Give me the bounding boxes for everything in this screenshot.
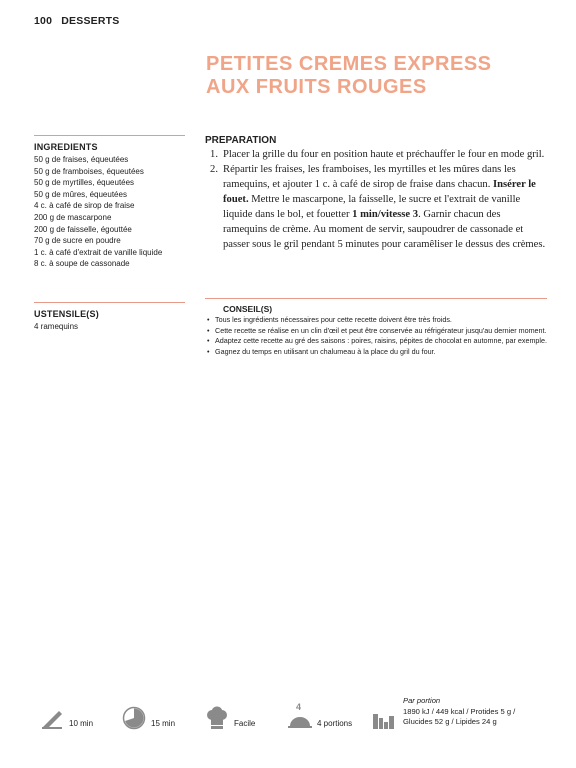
section-name: DESSERTS — [61, 15, 120, 27]
difficulty-info — [205, 706, 255, 730]
step-speed-setting: 1 min/vitesse 3 — [352, 209, 419, 220]
page-header — [34, 15, 125, 27]
utensils-heading: USTENSILE(S) — [34, 309, 99, 319]
step-text-part: Répartir les fraises, les framboises, les myrtilles et les mûres dans les ramequins, et ajouter 1 c. à café de sirop de fraise dans chacun. — [223, 164, 516, 190]
difficulty: Facile — [234, 719, 256, 728]
ingredient-item: 50 g de myrtilles, équeutées — [34, 178, 135, 188]
prep-time: 10 min — [69, 719, 94, 728]
bar-chart-icon — [372, 706, 396, 730]
ingredients-heading: INGREDIENTS — [34, 142, 98, 152]
knife-icon — [40, 706, 64, 730]
recipe-footer — [0, 696, 576, 736]
recipe-title-line-2: AUX FRUITS ROUGES — [206, 76, 427, 98]
total-time-info — [122, 706, 175, 730]
step-number: 1. — [210, 149, 218, 160]
preparation-section — [205, 133, 547, 252]
step-text — [223, 162, 547, 252]
nutrition-line-2: Glucides 52 g / Lipides 24 g — [403, 717, 497, 726]
bullet: • — [207, 315, 210, 324]
nutrition-info — [403, 696, 515, 728]
portions-info — [288, 702, 352, 730]
clock-icon — [122, 706, 146, 730]
tip-item — [205, 347, 547, 358]
step-text: Placer la grille du four en position haute et préchauffer le four en mode gril. — [223, 149, 545, 160]
prep-time-info — [40, 706, 93, 730]
nutrition-line-1: 1890 kJ / 449 kcal / Protides 5 g / — [403, 706, 516, 716]
tips-rule — [205, 298, 547, 299]
bullet: • — [207, 325, 210, 335]
utensil-item: 4 ramequins — [34, 322, 79, 331]
tip-text: Gagnez du temps en utilisant un chalumeau à la place du gril du four. — [215, 346, 436, 356]
bullet: • — [207, 346, 210, 356]
tip-text: Adaptez cette recette au gré des saisons : poires, raisins, pépites de chocolat en automne, par exemple. — [215, 336, 548, 346]
ingredients-rule — [34, 135, 185, 136]
tip-item — [205, 326, 547, 337]
step-text-part: Mettre le mascarpone, la faisselle, le sucre et l'extrait de vanille liquide dans le bol, et fouetter — [223, 194, 521, 220]
utensils-section — [34, 302, 185, 333]
ingredients-section — [34, 135, 185, 270]
serving-dish-icon — [288, 702, 312, 730]
chef-hat-icon — [205, 706, 229, 730]
preparation-steps — [205, 147, 547, 252]
ingredients-list — [34, 154, 185, 270]
utensils-list — [34, 321, 185, 333]
per-portion-label: Par portion — [403, 696, 441, 705]
portions: 4 portions — [317, 719, 353, 728]
step-bold-instruction: Insérer le fouet. — [223, 179, 536, 205]
ingredient-item: 200 g de mascarpone — [34, 212, 112, 222]
total-time: 15 min — [151, 719, 176, 728]
ingredient-item: 50 g de mûres, équeutées — [34, 189, 127, 199]
bullet: • — [207, 336, 210, 346]
nutrition-chart-info — [372, 706, 396, 730]
page-number: 100 — [34, 15, 53, 27]
step-number: 2. — [210, 164, 218, 175]
tips-heading: CONSEIL(S) — [223, 304, 273, 314]
tip-text: Tous les ingrédients nécessaires pour cette recette doivent être très froids. — [215, 315, 452, 324]
preparation-heading: PREPARATION — [205, 135, 277, 146]
recipe-title — [206, 53, 546, 99]
ingredient-item: 50 g de fraises, équeutées — [34, 155, 129, 164]
tips-section — [205, 298, 547, 357]
ingredient-item: 200 g de faisselle, égouttée — [34, 224, 132, 234]
serving-dish-number: 4 — [296, 702, 302, 712]
ingredient-item: 50 g de framboises, équeutées — [34, 166, 144, 176]
tip-item — [205, 336, 547, 347]
tips-list — [205, 315, 547, 357]
step-text-part: . Garnir chacun des ramequins de crème. Au moment de servir, saupoudrer de cassonade et passer sous le gril pendant 5 minutes pour caramêliser le dessus des crèmes. — [223, 209, 546, 250]
tip-text: Cette recette se réalise en un clin d'œil et peut être conservée au réfrigérateur jusqu'au dernier moment. — [215, 325, 547, 335]
ingredient-item: 4 c. à café de sirop de fraise — [34, 201, 135, 211]
tip-item — [205, 315, 547, 326]
preparation-step — [205, 162, 547, 252]
recipe-title-line-1: PETITES CREMES EXPRESS — [206, 53, 492, 75]
preparation-step — [205, 147, 547, 162]
ingredient-item: 1 c. à café d'extrait de vanille liquide — [34, 247, 163, 257]
ingredient-item: 70 g de sucre en poudre — [34, 236, 121, 246]
ingredient-item: 8 c. à soupe de cassonade — [34, 259, 130, 269]
utensils-rule — [34, 302, 185, 303]
